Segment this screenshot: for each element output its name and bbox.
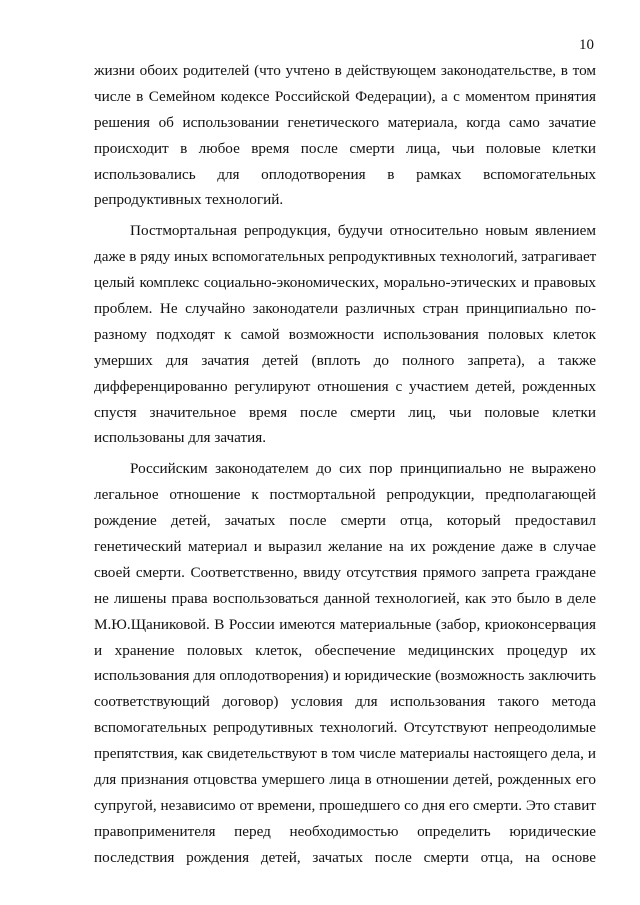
text-line: своей смерти. Соответственно, ввиду отсутствия прямого запрета граждане [94, 563, 596, 581]
text-line: использования для оплодотворения) и юридические (возможность заключить [94, 667, 596, 685]
text-line: числе в Семейном кодексе Российской Федерации), а с моментом принятия [94, 87, 596, 105]
text-line: легальное отношение к постмортальной репродукции, предполагающей [94, 486, 596, 504]
text-line: препятствия, как свидетельствуют в том числе материалы настоящего дела, и [94, 745, 596, 763]
text-line: соответствующий договор) условия для использования такого метода [94, 693, 596, 711]
paragraph [94, 58, 596, 213]
text-line: М.Ю.Щаниковой. В России имеются материальные (забор, криоконсервация [94, 615, 596, 633]
text-line: рождение детей, зачатых после смерти отца, который предоставил [94, 512, 596, 530]
text-line: дифференцированно регулируют отношения с участием детей, рожденных [94, 377, 596, 395]
text-line: генетический материал и выразил желание на их рождение даже в случае [94, 538, 596, 556]
text-line: использовались для оплодотворения в рамках вспомогательных [94, 165, 596, 183]
text-line: последствия рождения детей, зачатых после смерти отца, на основе [94, 848, 596, 866]
text-line: не лишены права воспользоваться данной технологией, как это было в деле [94, 589, 596, 607]
text-line: Постмортальная репродукция, будучи относительно новым явлением [130, 222, 596, 240]
text-line: правоприменителя перед необходимостью определить юридические [94, 822, 596, 840]
page-number: 10 [579, 37, 594, 53]
text-line: вспомогательных репродутивных технологий. Отсутствуют непреодолимые [94, 719, 596, 737]
text-line: целый комплекс социально-экономических, морально-этических и правовых [94, 274, 596, 292]
text-line: жизни обоих родителей (что учтено в действующем законодательстве, в том [94, 62, 596, 79]
text-line: спустя значительное время после смерти лиц, чьи половые клетки [94, 403, 596, 421]
text-line: и хранение половых клеток, обеспечение медицинских процедур их [94, 641, 596, 659]
text-line: Российским законодателем до сих пор принципиально не выражено [130, 460, 596, 478]
text-line: разному подходят к самой возможности использования половых клеток [94, 325, 596, 343]
text-line: репродуктивных технологий. [94, 191, 284, 209]
paragraph [94, 456, 596, 870]
text-line: супругой, независимо от времени, прошедшего со дня его смерти. Это ставит [94, 796, 596, 814]
text-line: решения об использовании генетического материала, когда само зачатие [94, 113, 596, 131]
text-line: для признания отцовства умершего лица в отношении детей, рожденных его [94, 771, 596, 789]
text-line: умерших для зачатия детей (вплоть до полного запрета), а также [94, 351, 596, 369]
text-line: использованы для зачатия. [94, 429, 266, 447]
document-body [94, 58, 596, 871]
paragraph [94, 218, 596, 451]
text-line: проблем. Не случайно законодатели различных стран принципиально по- [94, 300, 596, 318]
text-line: даже в ряду иных вспомогательных репродуктивных технологий, затрагивает [94, 248, 597, 266]
text-line: происходит в любое время после смерти лица, чьи половые клетки [94, 139, 596, 157]
